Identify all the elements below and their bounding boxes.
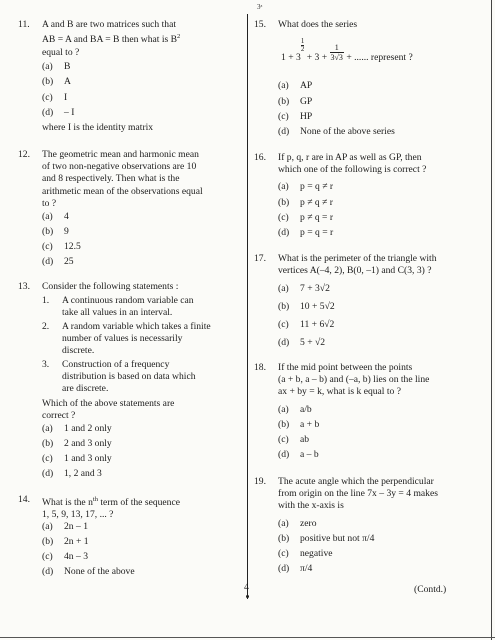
option-d: (d) 25 [42, 256, 74, 267]
question-number: 19. [254, 476, 266, 487]
option-a: (a) a/b [278, 404, 312, 415]
option-b: (b) positive but not π/4 [278, 533, 375, 544]
question-number: 15. [254, 19, 266, 30]
statement-1: 1. A continuous random variable can take all values in an interval. [42, 295, 194, 319]
question-text: What is the perimeter of the triangle with [278, 253, 437, 264]
option-a: (a) B [42, 61, 71, 72]
question-number: 18. [254, 362, 266, 373]
option-c: (c) HP [278, 111, 313, 122]
series-expression: 1 + 3 $\frac{1}{2}$ + 3 + $\frac{1}{3√3}$ + ...... represent ? [281, 37, 413, 63]
question-number: 13. [18, 281, 30, 292]
option-c: (c) 11 + 6√2 [278, 319, 335, 330]
question-text: and 8 respectively. Then what is the [42, 173, 180, 185]
option-d: (d) 1, 2 and 3 [42, 468, 102, 479]
question-text: which one of the following is correct ? [278, 164, 427, 176]
option-a: (a) 4 [42, 211, 69, 222]
option-b: (b) a + b [278, 419, 320, 430]
page-edge-bottom [0, 637, 495, 638]
option-a: (a) p = q ≠ r [278, 181, 334, 192]
question-text: If p, q, r are in AP as well as GP, then [278, 152, 422, 163]
question-text: Consider the following statements : [42, 281, 179, 292]
option-c: (c) I [42, 92, 68, 103]
option-d: (d) – I [42, 107, 75, 118]
question-text: from origin on the line 7x – 3y = 4 makes [278, 488, 438, 500]
question-number: 14. [18, 494, 30, 505]
question-text: (a + b, a – b) and (–a, b) lies on the line [278, 374, 430, 386]
question-number: 16. [254, 152, 266, 163]
question-number: 12. [18, 149, 30, 160]
question-number: 11. [18, 19, 30, 30]
question-text: equal to ? [42, 46, 80, 58]
option-a: (a) AP [278, 80, 313, 91]
question-text: What does the series [278, 19, 358, 30]
page-number: 4 [244, 582, 249, 593]
question-text: The geometric mean and harmonic mean [42, 149, 199, 160]
question-text: 1, 5, 9, 13, 17, ... ? [42, 509, 114, 521]
statement-3: 3. Construction of a frequency distribution is based on data which are discrete. [42, 359, 196, 395]
option-b: (b) A [42, 76, 71, 87]
question-text: What is the $n^{th}$ term of the sequence [42, 496, 180, 509]
option-c: (c) ab [278, 434, 310, 445]
question-text: of two non-negative observations are 10 [42, 161, 197, 173]
option-a: (a) 1 and 2 only [42, 423, 112, 434]
option-b: (b) 2n + 1 [42, 536, 89, 547]
option-c: (c) negative [278, 548, 333, 559]
column-divider [247, 14, 248, 599]
question-text: ax + by = k, what is k equal to ? [278, 386, 401, 398]
option-b: (b) 10 + 5√2 [278, 301, 335, 312]
question-text: A and B are two matrices such that [42, 19, 177, 30]
option-a: (a) 2n – 1 [42, 521, 88, 532]
page-edge-right [491, 0, 492, 640]
question-text: The acute angle which the perpendicular [278, 476, 434, 487]
option-b: (b) 2 and 3 only [42, 438, 112, 449]
option-b: (b) p ≠ q ≠ r [278, 197, 333, 208]
option-c: (c) p ≠ q = r [278, 212, 334, 223]
option-a: (a) 7 + 3√2 [278, 283, 330, 294]
question-note: where I is the identity matrix [42, 122, 154, 133]
option-d: (d) None of the above series [278, 126, 395, 137]
question-text: arithmetic mean of the observations equal [42, 185, 203, 197]
question-text: with the x-axis is [278, 500, 344, 512]
option-d: (d) π/4 [278, 563, 313, 574]
continued-label: (Contd.) [414, 584, 447, 595]
option-d: (d) p = q = r [278, 227, 334, 238]
header-mark: 3ᵃ [257, 3, 263, 11]
statement-2: 2. A random variable which takes a finite number of values is necessarily discrete. [42, 321, 211, 357]
option-b: (b) GP [278, 96, 313, 107]
option-c: (c) 12.5 [42, 241, 81, 252]
question-ask: Which of the above statements are correct ? [42, 398, 175, 422]
option-d: (d) None of the above [42, 566, 135, 577]
option-a: (a) zero [278, 518, 317, 529]
option-b: (b) 9 [42, 226, 69, 237]
option-c: (c) 4n – 3 [42, 551, 88, 562]
option-d: (d) a – b [278, 449, 319, 460]
question-text: AB = A and BA = B then what is $B^2$ [42, 33, 181, 46]
option-d: (d) 5 + √2 [278, 337, 326, 348]
question-text: to ? [42, 197, 57, 209]
page-dot [246, 595, 249, 598]
question-number: 17. [254, 253, 266, 264]
question-text: vertices A(–4, 2), B(0, –1) and C(3, 3) ? [278, 265, 432, 277]
question-text: If the mid point between the points [278, 362, 413, 373]
option-c: (c) 1 and 3 only [42, 453, 112, 464]
